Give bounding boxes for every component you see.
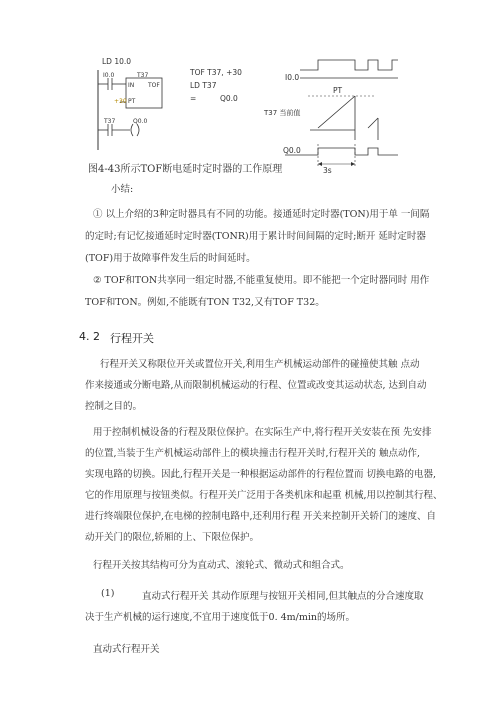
in-pin-label: IN — [128, 82, 135, 89]
summary-item-1-line-2: 的定时;有记忆接通延时定时器(TONR)用于累计时间间隔的定时;断开 延时定时器 — [85, 231, 426, 242]
timing-t37-label: T37 当前值 — [264, 109, 301, 117]
ladder-diagram — [96, 68, 196, 152]
paragraph-1-line-1: 行程开关又称限位开关或置位开关,利用生产机械运动部件的碰撞使其触 点动 — [100, 359, 420, 370]
timing-pt-label: PT — [333, 86, 343, 95]
coil-right — [137, 124, 139, 136]
paragraph-2-line-2: 的位置,当装于生产机械运动部件上的模块撞击行程开关时,行程开关的 触点动作, — [85, 448, 421, 459]
paragraph-4-number: (1) — [101, 588, 115, 599]
t37-ramp-2 — [368, 118, 378, 128]
paragraph-2-line-6: 动开关门的限位,轿厢的上、下限位保护。 — [85, 532, 260, 543]
timing-q00-label: Q0.0 — [283, 146, 301, 155]
paragraph-1-line-2: 作来接通或分断电路,从而限制机械运动的行程、位置或改变其运动状态, 达到自动 — [85, 380, 427, 391]
section-number: 4. 2 — [79, 330, 100, 343]
coil-left — [131, 124, 133, 136]
paragraph-4-line-1: 直动式行程开关 其动作原理与按钮开关相同,但其触点的分合速度取 — [142, 591, 424, 602]
type-pin-label: TOF — [148, 82, 160, 89]
instruction-line-1: TOF T37, +30 — [190, 68, 242, 77]
q00-trace — [285, 148, 398, 155]
ld-label: LD 10.0 — [102, 57, 132, 66]
paragraph-2-line-1: 用于控制机械设备的行程及限位保护。在实际生产中,将行程开关安装在预 先安排 — [93, 427, 432, 438]
paragraph-2-line-3: 实现电路的切换。因此,行程开关是一种根据运动部件的行程位置而 切换电路的电器, — [85, 469, 437, 480]
section-title: 行程开关 — [110, 332, 154, 345]
paragraph-2-line-4: 它的作用原理与按钮类似。行程开关广泛用于各类机床和起重 机械,用以控制其行程、 — [85, 490, 443, 501]
timer-name-label: T37 — [137, 72, 149, 79]
timing-i00-label: I0.0 — [285, 73, 300, 82]
figure-caption: 图4-43所示TOF断电延时定时器的工作原理 — [88, 164, 283, 175]
instruction-line-3-op: = — [190, 94, 197, 103]
pt-value-label: +30 — [114, 98, 127, 105]
summary-item-1-line-3: (TOF)用于故障事件发生后的时间延时。 — [85, 253, 256, 264]
paragraph-5: 直动式行程开关 — [93, 644, 160, 655]
t37-ramp-1 — [318, 96, 355, 128]
instruction-line-2: LD T37 — [190, 81, 217, 90]
paragraph-1-line-3: 控制之目的。 — [85, 401, 143, 412]
pt-pin-label: PT — [128, 98, 136, 105]
summary-heading: 小结: — [111, 184, 134, 195]
out-contact-label: T37 — [104, 118, 116, 125]
summary-item-1-line-1: ① 以上介绍的3种定时器具有不同的功能。接通延时定时器(TON)用于单 一间隔 — [93, 209, 430, 220]
out-coil-label: Q0.0 — [133, 118, 148, 125]
input-contact-label: I0.0 — [103, 72, 115, 79]
paragraph-4-line-2: 决于生产机械的运行速度,不宜用于速度低于0. 4m/min的场所。 — [85, 612, 356, 623]
instruction-line-3-val: Q0.0 — [220, 94, 238, 103]
summary-item-2-line-2: TOF和TON。例如,不能既有TON T32,又有TOF T32。 — [85, 297, 325, 308]
summary-item-2-line-1: ② TOF和TON共享同一组定时器,不能重复使用。即不能把一个定时器同时 用作 — [93, 275, 430, 286]
timing-duration-label: 3s — [323, 166, 332, 175]
paragraph-2-line-5: 进行终端限位保护,在电梯的控制电路中,还利用行程 开关来控制开关轿门的速度、自 — [85, 511, 437, 522]
i00-trace — [300, 60, 398, 70]
paragraph-3: 行程开关按其结构可分为直动式、滚轮式、微动式和组合式。 — [93, 560, 350, 571]
